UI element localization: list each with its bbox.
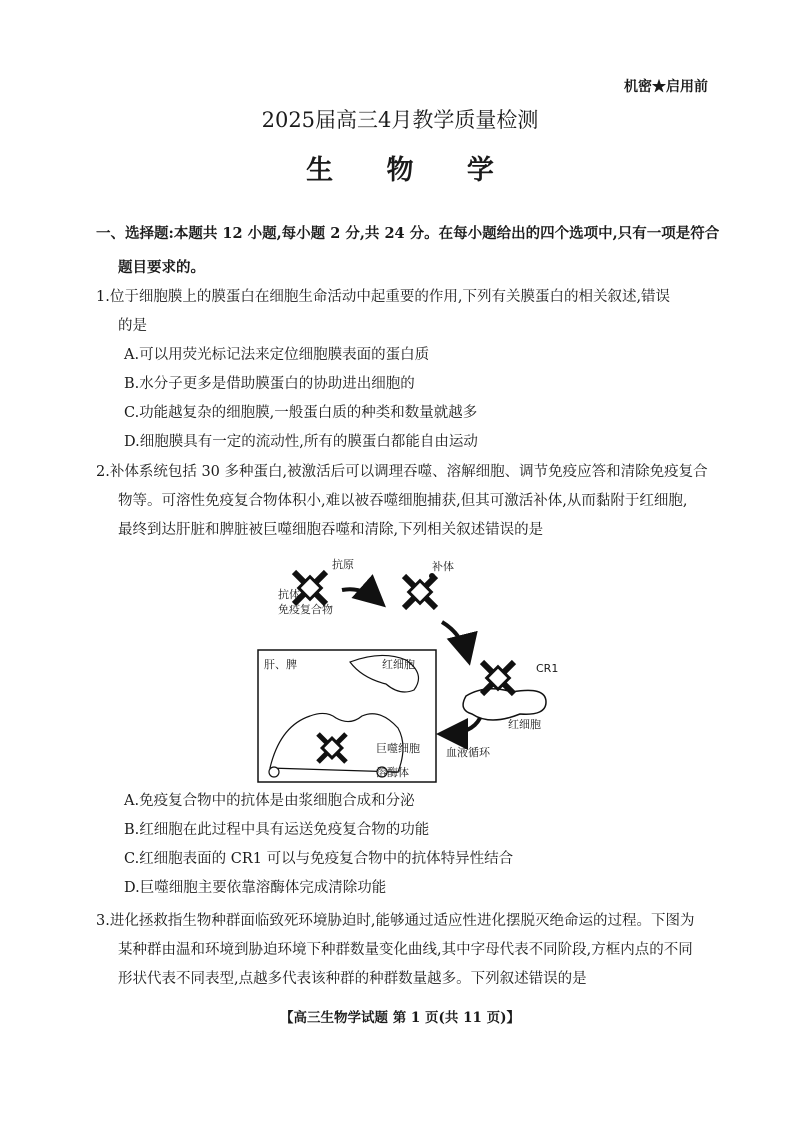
question-3-stem: 3.进化拯救指生物种群面临致死环境胁迫时,能够通过适应性进化摆脱灭绝命运的过程。下图为 — [96, 913, 695, 929]
label-antibody: 抗体 — [278, 588, 300, 601]
red-blood-cell-outline — [463, 689, 546, 720]
question-3-stem-cont1: 某种群由温和环境到胁迫环境下种群数量变化曲线,其中字母代表不同阶段,方框内点的不同 — [118, 942, 693, 958]
subject-title: 生 物 学 — [306, 155, 516, 186]
section-intro: 一、选择题:本题共 12 小题,每小题 2 分,共 24 分。在每小题给出的四个选项中,只有一项是符合 — [96, 225, 720, 242]
label-rbc-box: 红细胞 — [382, 658, 415, 671]
lysosome-icon — [269, 767, 279, 777]
question-1-option-a: A.可以用荧光标记法来定位细胞膜表面的蛋白质 — [124, 347, 430, 363]
question-2-stem-cont1: 物等。可溶性免疫复合物体积小,难以被吞噬细胞捕获,但其可激活补体,从而黏附于红细胞, — [118, 493, 688, 509]
label-complement: 补体 — [432, 560, 454, 573]
label-macrophage: 巨噬细胞 — [376, 742, 420, 755]
arrow-1 — [342, 589, 380, 602]
question-2-stem: 2.补体系统包括 30 多种蛋白,被激活后可以调理吞噬、溶解细胞、调节免疫应答和清除免疫复合 — [96, 464, 708, 480]
question-3-stem-cont2: 形状代表不同表型,点越多代表该种群的种群数量越多。下列叙述错误的是 — [118, 971, 587, 987]
question-1-stem-cont: 的是 — [118, 318, 147, 334]
complement-clearance-diagram — [250, 550, 570, 790]
label-rbc-right: 红细胞 — [508, 718, 541, 731]
question-1-option-b: B.水分子更多是借助膜蛋白的协助进出细胞的 — [124, 376, 415, 392]
question-2-option-d: D.巨噬细胞主要依靠溶酶体完成清除功能 — [124, 880, 387, 896]
page-footer: 【高三生物学试题 第 1 页(共 11 页)】 — [280, 1010, 520, 1026]
question-1-option-c: C.功能越复杂的细胞膜,一般蛋白质的种类和数量就越多 — [124, 405, 478, 421]
confidential-label: 机密★启用前 — [624, 79, 708, 95]
label-liver-spleen: 肝、脾 — [264, 658, 297, 671]
exam-title: 2025届高三4月教学质量检测 — [261, 108, 539, 132]
question-2-option-c: C.红细胞表面的 CR1 可以与免疫复合物中的抗体特异性结合 — [124, 851, 514, 867]
question-1-stem: 1.位于细胞膜上的膜蛋白在细胞生命活动中起重要的作用,下列有关膜蛋白的相关叙述,错误 — [96, 289, 671, 305]
label-antigen: 抗原 — [332, 558, 354, 571]
arrow-3 — [444, 718, 480, 734]
question-2-option-a: A.免疫复合物中的抗体是由浆细胞合成和分泌 — [124, 793, 415, 809]
label-immune-complex: 免疫复合物 — [278, 603, 333, 616]
engulfed-complex-icon — [318, 734, 346, 762]
label-lysosome: 溶酶体 — [376, 766, 409, 779]
question-2-stem-cont2: 最终到达肝脏和脾脏被巨噬细胞吞噬和清除,下列相关叙述错误的是 — [118, 522, 544, 538]
label-cr1: CR1 — [536, 662, 559, 675]
label-blood-circulation: 血液循环 — [446, 746, 490, 759]
complement-complex-icon — [404, 573, 436, 608]
question-1-option-d: D.细胞膜具有一定的流动性,所有的膜蛋白都能自由运动 — [124, 434, 478, 450]
arrow-2 — [442, 622, 468, 658]
question-2-option-b: B.红细胞在此过程中具有运送免疫复合物的功能 — [124, 822, 430, 838]
section-intro-cont: 题目要求的。 — [118, 259, 205, 276]
